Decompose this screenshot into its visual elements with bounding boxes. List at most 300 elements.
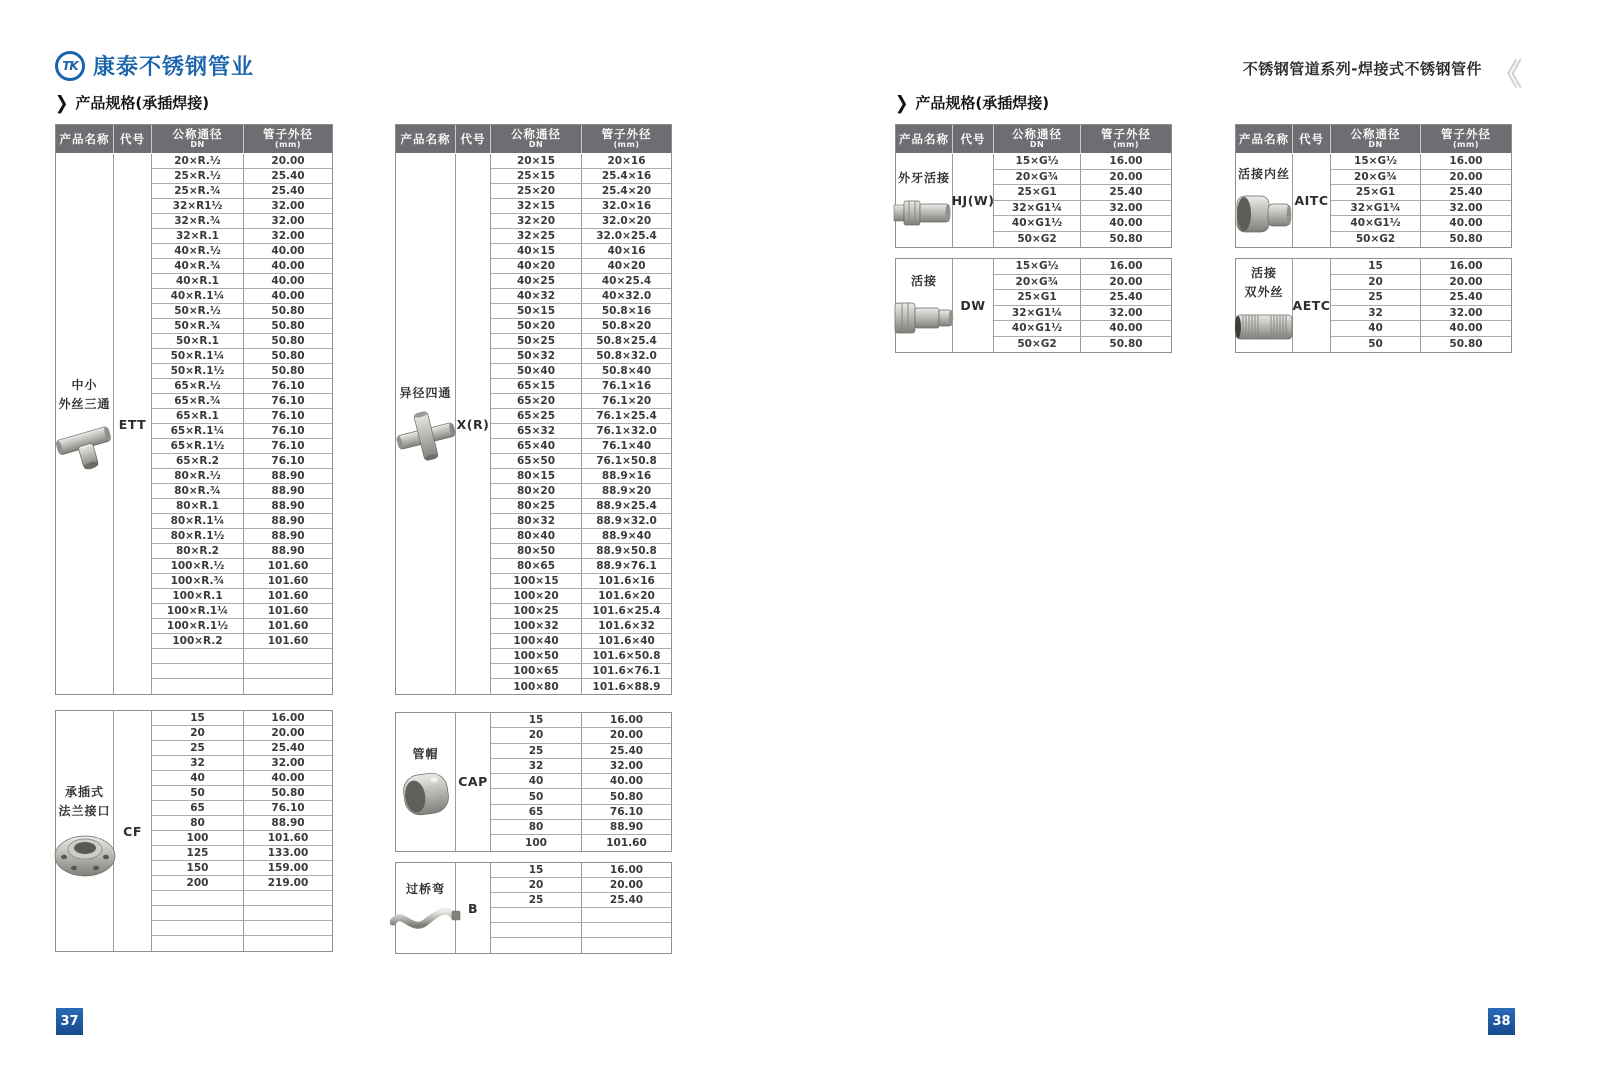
od-cell: 50.80 <box>271 335 305 347</box>
table-row <box>152 756 332 771</box>
od-cell: 76.10 <box>271 802 305 814</box>
od-cell: 76.10 <box>609 805 644 818</box>
table-header <box>396 125 671 154</box>
od-cell: 50.8×20 <box>601 320 652 332</box>
dn-cell: 150 <box>152 861 244 875</box>
header-sublabel-od: (mm) <box>613 139 640 149</box>
table-row <box>491 319 671 334</box>
table-row <box>152 364 332 379</box>
product-code: AITC <box>1293 154 1331 247</box>
od-cell: 50.80 <box>271 350 305 362</box>
table-row <box>491 634 671 649</box>
table-row <box>1331 232 1511 248</box>
header-label-code: 代号 <box>460 131 486 146</box>
table-body <box>396 863 671 953</box>
dn-cell: 32 <box>491 759 582 773</box>
dn-cell: 100×R.2 <box>152 634 244 648</box>
table-row <box>1331 216 1511 232</box>
header-cell-product <box>1236 125 1293 153</box>
table-row <box>152 786 332 801</box>
header-sublabel-od: (mm) <box>1453 139 1479 149</box>
od-cell <box>244 891 332 905</box>
dn-cell: 40×G1½ <box>994 321 1081 336</box>
page-number-left: 37 <box>56 1008 83 1035</box>
od-cell: 16.00 <box>1109 155 1143 168</box>
table-row <box>152 319 332 334</box>
table-row <box>491 649 671 664</box>
dn-cell: 32×R.¾ <box>152 214 244 228</box>
dn-cell: 100×65 <box>491 664 582 678</box>
dn-cell: 125 <box>152 846 244 860</box>
dn-cell: 100×20 <box>491 589 582 603</box>
table-row <box>1331 321 1511 337</box>
od-cell: 40×20 <box>607 260 646 272</box>
dn-cell: 80×R.½ <box>152 469 244 483</box>
table-row <box>491 744 671 759</box>
header-sublabel-dn: DN <box>528 139 544 149</box>
dn-cell: 25×R.¾ <box>152 184 244 198</box>
table-header <box>896 125 1171 154</box>
dn-cell: 20×15 <box>491 154 582 168</box>
table-row <box>152 574 332 589</box>
header-cell-od <box>244 125 332 153</box>
od-cell: 40×16 <box>607 245 646 257</box>
table-row <box>1331 259 1511 275</box>
od-cell: 25.40 <box>609 744 644 757</box>
dn-cell: 100 <box>491 835 582 850</box>
dn-cell: 20 <box>1331 275 1421 290</box>
union-fitting-photo <box>893 297 955 339</box>
dn-cell: 20 <box>491 878 582 892</box>
od-cell: 32.0×20 <box>601 215 652 227</box>
bridge-fitting-photo <box>390 904 462 936</box>
table-row <box>152 469 332 484</box>
dn-cell: 25×G1 <box>994 185 1081 200</box>
table-row <box>491 214 671 229</box>
header-cell-code <box>1293 125 1331 153</box>
brand-logo <box>55 50 254 81</box>
header-label-dn: 公称通径 <box>511 127 561 142</box>
od-cell: 32.00 <box>1109 306 1143 319</box>
od-cell: 101.60 <box>267 590 309 602</box>
table-row <box>152 439 332 454</box>
dn-cell: 15×G½ <box>994 154 1081 169</box>
table-row <box>491 334 671 349</box>
dn-cell <box>152 906 244 920</box>
dn-cell: 25×G1 <box>994 290 1081 305</box>
od-cell: 50.80 <box>271 787 305 799</box>
product-code: CF <box>114 711 152 951</box>
od-cell: 101.60 <box>267 832 309 844</box>
dn-cell: 32×G1¼ <box>994 201 1081 216</box>
od-cell: 20.00 <box>1109 275 1143 288</box>
header-label-dn: 公称通径 <box>172 127 223 142</box>
dn-cell: 50 <box>152 786 244 800</box>
table-row <box>152 499 332 514</box>
dn-cell: 25 <box>152 741 244 755</box>
table-row <box>491 379 671 394</box>
od-cell: 88.9×25.4 <box>596 500 657 512</box>
section-arrow-icon: ❯ <box>895 91 909 114</box>
table-row <box>491 424 671 439</box>
header-cell-code <box>114 125 152 153</box>
union-female-fitting-photo <box>1234 190 1294 236</box>
od-cell: 101.6×25.4 <box>592 605 661 617</box>
table-row <box>491 394 671 409</box>
od-cell: 76.1×32.0 <box>596 425 657 437</box>
table-row <box>491 923 671 938</box>
table-row <box>491 559 671 574</box>
table-row <box>152 559 332 574</box>
product-code: ETT <box>114 154 152 694</box>
dn-cell: 50×32 <box>491 349 582 363</box>
table-body <box>56 711 332 951</box>
dn-cell: 80×65 <box>491 559 582 573</box>
header-label-dn: 公称通径 <box>1012 127 1062 142</box>
od-cell <box>582 923 671 937</box>
table-row <box>152 906 332 921</box>
spec-table-ett <box>55 124 333 695</box>
header-sublabel-dn: DN <box>190 139 205 149</box>
table-row <box>491 274 671 289</box>
product-name-line: 外丝三通 <box>58 397 111 411</box>
dn-cell: 15×G½ <box>994 259 1081 274</box>
header-cell-dn <box>1331 125 1421 153</box>
od-cell: 25.40 <box>1449 291 1483 304</box>
dn-cell: 25×20 <box>491 184 582 198</box>
od-cell: 16.00 <box>1449 155 1483 168</box>
dn-cell: 25×15 <box>491 169 582 183</box>
od-cell: 76.10 <box>271 380 305 392</box>
table-row <box>152 304 332 319</box>
od-cell: 101.6×20 <box>598 590 655 602</box>
od-cell: 16.00 <box>1109 260 1143 273</box>
product-name-line: 中小 <box>71 378 98 393</box>
dn-cell: 40×R.1¼ <box>152 289 244 303</box>
od-cell: 88.90 <box>271 545 305 557</box>
dn-cell: 40 <box>1331 321 1421 336</box>
table-row <box>491 469 671 484</box>
union-male-fitting-photo <box>892 194 956 232</box>
od-cell: 50.80 <box>271 305 305 317</box>
table-row <box>152 589 332 604</box>
dn-cell: 80×40 <box>491 529 582 543</box>
od-cell: 88.9×32.0 <box>596 515 657 527</box>
table-row <box>491 484 671 499</box>
dn-cell: 80×R.¾ <box>152 484 244 498</box>
table-row <box>491 529 671 544</box>
product-name-line: 异径四通 <box>399 385 452 400</box>
product-cell <box>56 711 114 951</box>
table-row <box>152 289 332 304</box>
dn-cell <box>491 938 582 953</box>
product-name <box>58 376 110 413</box>
product-name-line: 活接 <box>910 274 937 289</box>
od-cell: 32.0×25.4 <box>596 230 657 242</box>
table-row <box>491 169 671 184</box>
table-header <box>1236 125 1511 154</box>
od-cell <box>244 906 332 920</box>
dn-cell: 65×32 <box>491 424 582 438</box>
dn-cell: 25×R.½ <box>152 169 244 183</box>
dn-cell: 100×40 <box>491 634 582 648</box>
table-row <box>491 820 671 835</box>
table-row <box>994 201 1171 217</box>
od-cell: 32.00 <box>1449 306 1483 319</box>
product-name-line: 过桥弯 <box>405 881 445 896</box>
dn-cell: 50×40 <box>491 364 582 378</box>
corner-chevron-icon: 《 <box>1492 58 1522 93</box>
table-row <box>1331 201 1511 217</box>
dn-cell: 80×R.2 <box>152 544 244 558</box>
table-row <box>491 544 671 559</box>
od-cell: 76.1×50.8 <box>596 455 657 467</box>
dn-cell: 40×R.½ <box>152 244 244 258</box>
product-code: AETC <box>1293 259 1331 352</box>
product-cell <box>896 154 953 247</box>
dn-cell: 80×R.1¼ <box>152 514 244 528</box>
product-name-line: 承插式 <box>64 785 104 800</box>
product-cell <box>396 863 456 953</box>
table-row <box>152 379 332 394</box>
flange-fitting-photo <box>52 827 118 879</box>
od-cell: 32.00 <box>1449 201 1483 214</box>
od-cell: 40×32.0 <box>601 290 652 302</box>
dn-cell: 50 <box>1331 337 1421 353</box>
table-row <box>491 289 671 304</box>
dn-cell: 40×G1½ <box>1331 216 1421 231</box>
table-row <box>994 216 1171 232</box>
od-cell: 88.90 <box>271 530 305 542</box>
table-rows <box>491 154 671 694</box>
table-row <box>152 619 332 634</box>
page-number-right: 38 <box>1488 1008 1515 1035</box>
table-row <box>491 229 671 244</box>
od-cell: 40.00 <box>271 245 305 257</box>
table-rows <box>1331 154 1511 247</box>
product-name <box>898 169 950 188</box>
header-label-code: 代号 <box>120 131 145 146</box>
od-cell: 25.4×16 <box>601 170 652 182</box>
dn-cell <box>152 936 244 951</box>
header-cell-od <box>1081 125 1171 153</box>
od-cell: 16.00 <box>609 864 644 876</box>
product-name-line: 法兰接口 <box>58 804 111 818</box>
od-cell <box>244 936 332 951</box>
table-row <box>1331 170 1511 186</box>
header-label-product: 产品名称 <box>1239 131 1289 146</box>
table-row <box>152 334 332 349</box>
table-row <box>491 349 671 364</box>
od-cell: 76.1×40 <box>601 440 652 452</box>
spec-table-bridge-bend <box>395 862 672 954</box>
dn-cell: 65×R.½ <box>152 379 244 393</box>
od-cell: 101.60 <box>267 605 309 617</box>
dn-cell: 50×25 <box>491 334 582 348</box>
table-row <box>491 304 671 319</box>
dn-cell: 100×80 <box>491 679 582 694</box>
dn-cell: 100 <box>152 831 244 845</box>
table-row <box>152 454 332 469</box>
header-sublabel-dn: DN <box>1368 139 1383 149</box>
od-cell: 20.00 <box>1109 170 1143 183</box>
od-cell: 50.80 <box>271 365 305 377</box>
table-body <box>1236 259 1511 352</box>
header-label-code: 代号 <box>960 131 986 146</box>
header-cell-dn <box>491 125 582 153</box>
od-cell: 88.90 <box>609 821 644 834</box>
dn-cell <box>152 664 244 678</box>
od-cell: 76.10 <box>271 425 305 437</box>
table-row <box>152 154 332 169</box>
product-name <box>58 783 110 820</box>
od-cell: 88.9×40 <box>601 530 652 542</box>
od-cell: 40.00 <box>1449 322 1483 335</box>
dn-cell: 32×G1¼ <box>994 306 1081 321</box>
dn-cell: 65 <box>491 805 582 819</box>
table-row <box>491 728 671 743</box>
section-title-left <box>55 92 209 113</box>
section-arrow-icon: ❯ <box>55 91 69 114</box>
od-cell: 20.00 <box>1449 275 1483 288</box>
table-row <box>491 774 671 789</box>
table-row <box>152 649 332 664</box>
dn-cell: 50×15 <box>491 304 582 318</box>
table-row <box>152 726 332 741</box>
table-row <box>491 244 671 259</box>
dn-cell: 40 <box>491 774 582 788</box>
table-body <box>1236 154 1511 247</box>
brand-name: 康泰不锈钢管业 <box>93 55 255 80</box>
brand-logo-icon <box>55 51 85 81</box>
od-cell: 88.9×76.1 <box>596 560 657 572</box>
product-cell <box>1236 154 1293 247</box>
dn-cell: 40×15 <box>491 244 582 258</box>
dn-cell: 32×20 <box>491 214 582 228</box>
dn-cell: 25×G1 <box>1331 185 1421 200</box>
table-row <box>152 214 332 229</box>
dn-cell: 100×R.1 <box>152 589 244 603</box>
header-cell-dn <box>994 125 1081 153</box>
header-label-product: 产品名称 <box>59 131 110 146</box>
header-cell-code <box>953 125 994 153</box>
product-cell <box>396 713 456 851</box>
spec-table-cf <box>55 710 333 952</box>
od-cell: 76.1×25.4 <box>596 410 657 422</box>
header-label-od: 管子外径 <box>263 127 313 142</box>
table-row <box>491 259 671 274</box>
od-cell: 88.9×50.8 <box>596 545 657 557</box>
product-cell <box>396 154 456 694</box>
od-cell: 101.6×88.9 <box>592 680 661 693</box>
od-cell: 25.40 <box>609 894 644 906</box>
header-cell-code <box>456 125 491 153</box>
cap-fitting-photo <box>398 769 454 819</box>
table-rows <box>152 711 332 951</box>
product-name-line: 外牙活接 <box>898 171 951 186</box>
od-cell <box>582 938 671 953</box>
od-cell: 50.80 <box>1109 338 1143 351</box>
dn-cell: 200 <box>152 876 244 890</box>
table-row <box>152 409 332 424</box>
dn-cell: 32×25 <box>491 229 582 243</box>
dn-cell: 100×R.¾ <box>152 574 244 588</box>
dn-cell: 80×50 <box>491 544 582 558</box>
od-cell: 88.9×16 <box>601 470 652 482</box>
header-label-product: 产品名称 <box>899 131 949 146</box>
table-row <box>152 846 332 861</box>
table-row <box>994 337 1171 353</box>
table-row <box>152 529 332 544</box>
table-row <box>1331 337 1511 353</box>
product-cell <box>1236 259 1293 352</box>
table-row <box>152 771 332 786</box>
dn-cell: 100×R.½ <box>152 559 244 573</box>
spec-table-aetc <box>1235 258 1512 353</box>
table-rows <box>1331 259 1511 352</box>
table-header <box>56 125 332 154</box>
table-row <box>491 893 671 908</box>
table-row <box>152 801 332 816</box>
od-cell: 76.10 <box>271 440 305 452</box>
dn-cell: 20×G¾ <box>1331 170 1421 185</box>
dn-cell: 80×32 <box>491 514 582 528</box>
dn-cell: 32×R.1 <box>152 229 244 243</box>
od-cell: 32.00 <box>271 230 305 242</box>
section-title-right-text: 产品规格(承插焊接) <box>915 94 1050 112</box>
table-row <box>491 835 671 850</box>
dn-cell: 80×20 <box>491 484 582 498</box>
od-cell: 25.4×20 <box>601 185 652 197</box>
table-row <box>491 514 671 529</box>
dn-cell: 40×32 <box>491 289 582 303</box>
dn-cell: 20×G¾ <box>994 170 1081 185</box>
od-cell: 40.00 <box>1109 217 1143 230</box>
table-rows <box>491 713 671 851</box>
table-row <box>152 184 332 199</box>
dn-cell: 50 <box>491 789 582 803</box>
header-sublabel-od: (mm) <box>1113 139 1139 149</box>
dn-cell: 65×R.1 <box>152 409 244 423</box>
od-cell: 32.00 <box>609 760 644 773</box>
od-cell: 101.60 <box>267 620 309 632</box>
od-cell: 50.80 <box>1449 233 1483 246</box>
section-title-right <box>895 92 1049 113</box>
product-name <box>1238 165 1290 184</box>
dn-cell: 50×G2 <box>994 337 1081 353</box>
table-row <box>152 244 332 259</box>
od-cell: 50.8×25.4 <box>596 335 657 347</box>
od-cell: 40.00 <box>271 772 305 784</box>
dn-cell: 50×20 <box>491 319 582 333</box>
dn-cell: 80×R.1 <box>152 499 244 513</box>
table-row <box>152 891 332 906</box>
product-code: HJ(W) <box>953 154 994 247</box>
od-cell: 76.10 <box>271 410 305 422</box>
dn-cell: 100×50 <box>491 649 582 663</box>
dn-cell: 80×25 <box>491 499 582 513</box>
od-cell: 101.60 <box>606 837 647 850</box>
table-row <box>491 409 671 424</box>
od-cell: 40.00 <box>609 775 644 788</box>
table-row <box>491 759 671 774</box>
table-row <box>152 259 332 274</box>
spec-table-xr <box>395 124 672 695</box>
dn-cell: 50×R.1¼ <box>152 349 244 363</box>
table-row <box>152 229 332 244</box>
table-row <box>152 349 332 364</box>
header-label-od: 管子外径 <box>1101 127 1151 142</box>
